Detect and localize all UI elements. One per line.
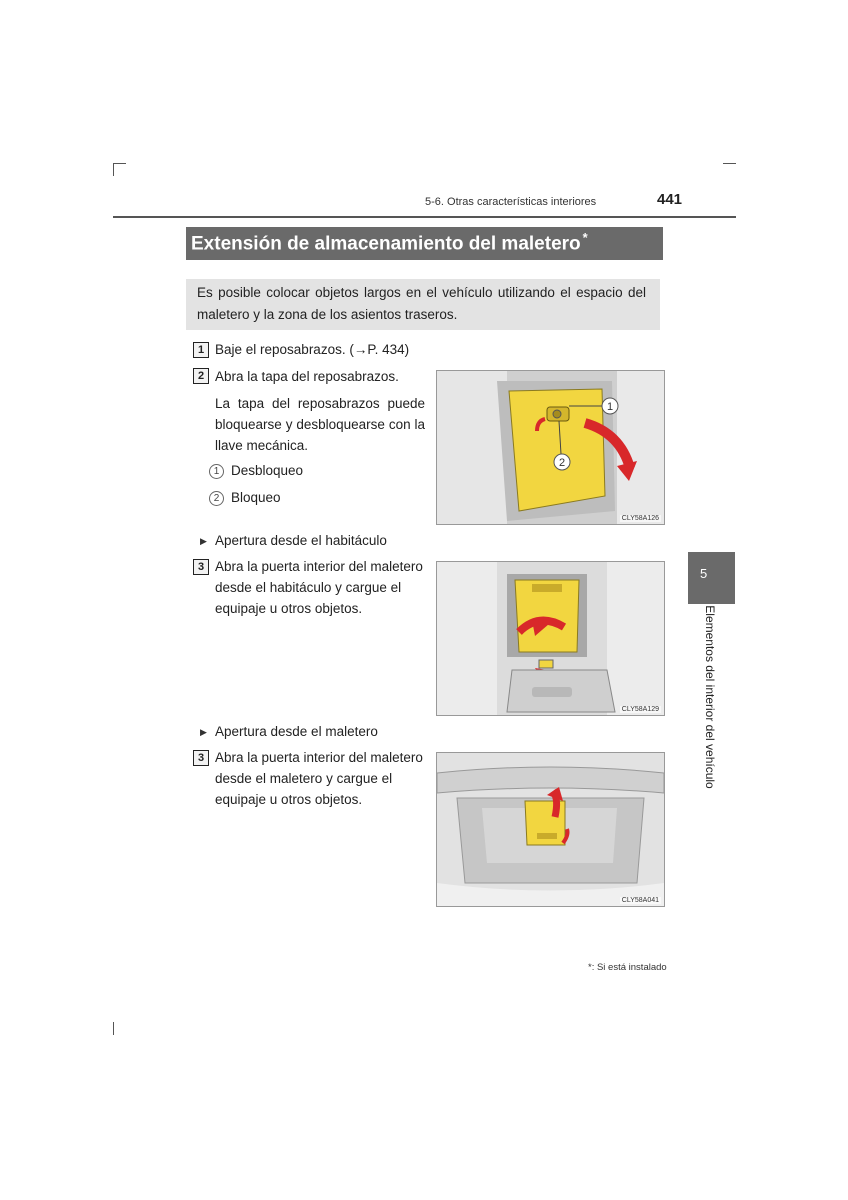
header-rule <box>113 216 736 218</box>
section-a-step-text: Abra la puerta interior del maletero desde el habitáculo y cargue el equipaje u otros objetos. <box>215 559 423 616</box>
figure-armrest-cover-illustration <box>437 371 664 524</box>
step-number-3b: 3 <box>193 750 209 766</box>
figure-1-code: CLY58A126 <box>621 515 659 522</box>
figure-2-code: CLY58A129 <box>621 706 659 713</box>
footnote: *: Si está instalado <box>588 962 667 973</box>
intro-box: Es posible colocar objetos largos en el vehículo utilizando el espacio del maletero y la zona de los asientos traseros. <box>186 279 660 330</box>
figure-callout-1: 1 <box>606 401 614 413</box>
legend-circle-1: 1 <box>209 464 224 479</box>
legend-label-1: Desbloqueo <box>231 463 304 478</box>
legend-label-2: Bloqueo <box>231 490 281 505</box>
title-asterisk: * <box>582 230 588 245</box>
crop-mark-top-left-h <box>113 163 126 164</box>
figure-trunk-opening <box>436 752 665 907</box>
figure-3-code: CLY58A041 <box>621 897 659 904</box>
step-number-3a: 3 <box>193 559 209 575</box>
legend-circle-2: 2 <box>209 491 224 506</box>
section-header: 5-6. Otras características interiores <box>425 196 597 208</box>
triangle-bullet-icon: ▶ <box>200 536 207 546</box>
page-title-text: Extensión de almacenamiento del maletero <box>191 233 581 255</box>
triangle-bullet-icon: ▶ <box>200 727 207 737</box>
figure-callout-2: 2 <box>558 457 566 469</box>
figure-cabin-opening <box>436 561 665 716</box>
step-2-text: Abra la tapa del reposabrazos. <box>215 369 399 384</box>
chapter-tab <box>688 552 735 604</box>
step-number-1: 1 <box>193 342 209 358</box>
crop-mark-bottom-left-v <box>113 1022 114 1035</box>
figure-trunk-opening-illustration <box>437 753 664 906</box>
section-b-step-text: Abra la puerta interior del maletero desde el maletero y cargue el equipaje u otros objetos. <box>215 750 423 807</box>
step-number-2: 2 <box>193 368 209 384</box>
chapter-label: Elementos del interior del vehículo <box>703 605 717 789</box>
chapter-number: 5 <box>700 566 708 581</box>
page-number: 441 <box>657 191 683 208</box>
figure-cabin-opening-illustration <box>437 562 664 715</box>
section-a-heading: Apertura desde el habitáculo <box>215 533 387 548</box>
crop-mark-top-right-h <box>723 163 736 164</box>
section-b-heading: Apertura desde el maletero <box>215 724 378 739</box>
figure-armrest-cover <box>436 370 665 525</box>
page-title <box>191 230 588 255</box>
step-1-text: Baje el reposabrazos. (→P. 434) <box>215 342 410 357</box>
step-2-detail: La tapa del reposabrazos puede bloquearse y desbloquearse con la llave mecánica. <box>215 396 425 453</box>
crop-mark-top-left-v <box>113 163 114 176</box>
